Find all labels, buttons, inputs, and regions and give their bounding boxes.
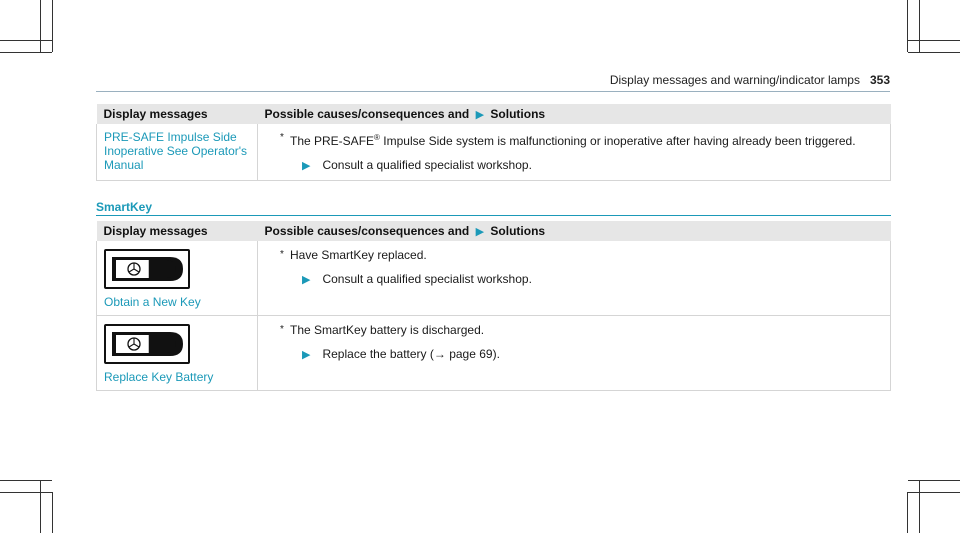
solutions-header-label: Solutions xyxy=(490,107,546,121)
display-message-cell xyxy=(97,316,258,391)
solution-line xyxy=(266,346,883,363)
running-header xyxy=(610,73,890,87)
table-row xyxy=(97,316,891,391)
header-rule xyxy=(96,91,890,92)
causes-solutions-header xyxy=(258,104,891,124)
display-messages-header: Display messages xyxy=(97,104,258,124)
causes-solutions-header xyxy=(258,221,891,241)
display-message-cell xyxy=(97,124,258,181)
solution-line xyxy=(266,271,883,288)
smartkey-icon xyxy=(104,324,190,364)
crop-mark xyxy=(908,480,960,481)
solution-text[interactable]: Replace the battery (→ page 69). xyxy=(322,347,500,361)
section-rule xyxy=(96,215,891,216)
play-arrow-icon: ▶ xyxy=(302,160,311,172)
crop-mark xyxy=(908,52,960,53)
crop-mark xyxy=(907,0,908,52)
crop-mark xyxy=(52,0,53,52)
crop-mark xyxy=(919,480,920,533)
asterisk-bullet: * xyxy=(280,132,284,143)
crop-mark xyxy=(52,492,53,533)
display-message-text: Replace Key Battery xyxy=(104,370,214,384)
display-message-cell xyxy=(97,241,258,316)
solution-line xyxy=(266,157,883,174)
table-row xyxy=(97,241,891,316)
cause-text-suffix: Impulse Side system is malfunctioning or inoperative after having already been triggered. xyxy=(379,134,856,148)
crop-mark xyxy=(0,40,52,41)
smartkey-icon xyxy=(104,249,190,289)
cause-line xyxy=(266,130,883,149)
cause-text: The SmartKey battery is discharged. xyxy=(290,323,485,337)
table-row xyxy=(97,124,891,181)
cause-text-prefix: The PRE-SAFE xyxy=(290,134,375,148)
solution-text: Consult a qualified specialist workshop. xyxy=(322,158,532,172)
asterisk-bullet: * xyxy=(280,324,284,335)
display-message-text: PRE-SAFE Impulse Side Inoperative See Operator's Manual xyxy=(104,130,248,172)
play-arrow-icon: ▶ xyxy=(302,349,311,361)
crop-mark xyxy=(919,0,920,52)
page-number: 353 xyxy=(869,73,890,87)
solutions-header-label: Solutions xyxy=(490,224,546,238)
header-title: Display messages and warning/indicator lamps xyxy=(609,73,860,87)
cause-line xyxy=(266,322,883,338)
section-title: SmartKey xyxy=(96,200,153,214)
smartkey-message-table xyxy=(96,221,891,391)
cause-solution-cell xyxy=(258,316,891,391)
table-header-row xyxy=(97,221,891,241)
crop-mark xyxy=(0,52,52,53)
crop-mark xyxy=(908,492,960,493)
cause-text: Have SmartKey replaced. xyxy=(290,248,427,262)
pre-safe-message-table xyxy=(96,104,891,181)
crop-mark xyxy=(0,480,52,481)
causes-header-label: Possible causes/consequences and xyxy=(264,224,470,238)
asterisk-bullet: * xyxy=(280,249,284,260)
crop-mark xyxy=(907,492,908,533)
registered-mark: ® xyxy=(374,133,380,142)
cause-line xyxy=(266,247,883,263)
play-arrow-icon: ▶ xyxy=(302,274,311,286)
solution-text: Consult a qualified specialist workshop. xyxy=(322,272,532,286)
crop-mark xyxy=(0,492,52,493)
causes-header-label: Possible causes/consequences and xyxy=(264,107,470,121)
display-messages-header: Display messages xyxy=(97,221,258,241)
cause-solution-cell xyxy=(258,241,891,316)
crop-mark xyxy=(40,480,41,533)
display-message-text: Obtain a New Key xyxy=(104,295,201,309)
crop-mark xyxy=(40,0,41,52)
play-arrow-icon: ▶ xyxy=(475,226,485,238)
crop-mark xyxy=(908,40,960,41)
cause-solution-cell xyxy=(258,124,891,181)
table-header-row xyxy=(97,104,891,124)
play-arrow-icon: ▶ xyxy=(475,109,485,121)
